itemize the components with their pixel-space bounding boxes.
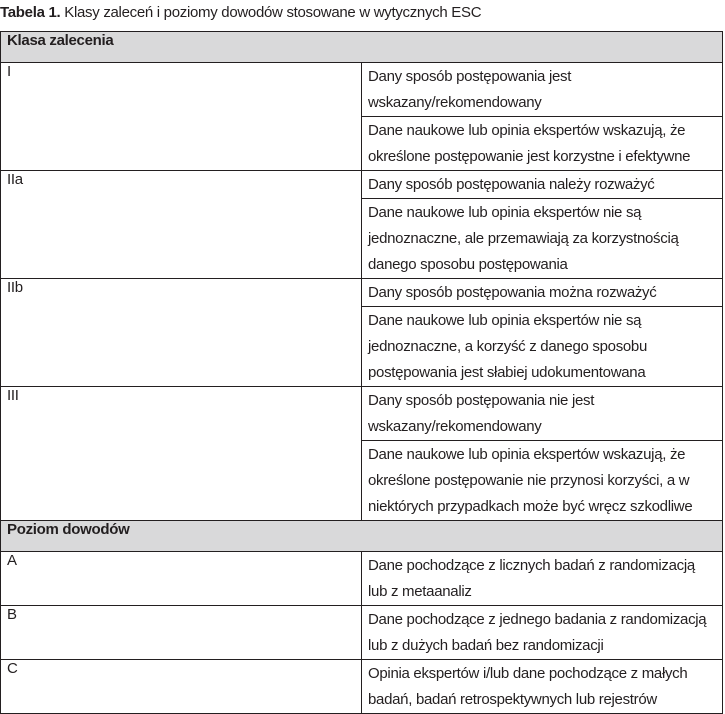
table-caption — [0, 4, 481, 21]
class-recommendation: Dany sposób postępowania jest wskazany/rekomendowany — [362, 63, 723, 117]
classes-section-header: Klasa zalecenia — [1, 32, 723, 63]
class-evidence: Dane naukowe lub opinia ekspertów nie są jednoznaczne, a korzyść z danego sposobu postępowania jest słabiej udokumentowana — [362, 307, 723, 387]
table-row — [1, 552, 723, 606]
level-description: Dane pochodzące z jednego badania z randomizacją lub z dużych badań bez randomizacji — [362, 606, 723, 660]
level-label: A — [1, 552, 362, 606]
class-label: III — [1, 387, 362, 521]
table-caption-text: Klasy zaleceń i poziomy dowodów stosowane w wytycznych ESC — [64, 4, 482, 21]
class-evidence: Dane naukowe lub opinia ekspertów nie są jednoznaczne, ale przemawiają za korzystnością danego sposobu postępowania — [362, 199, 723, 279]
class-recommendation: Dany sposób postępowania należy rozważyć — [362, 171, 723, 199]
table-row — [1, 606, 723, 660]
table-row — [1, 63, 723, 117]
section-header-row — [1, 521, 723, 552]
class-label: IIa — [1, 171, 362, 279]
table-row — [1, 660, 723, 714]
levels-section-header: Poziom dowodów — [1, 521, 723, 552]
table-row — [1, 387, 723, 441]
class-label: I — [1, 63, 362, 171]
level-description: Dane pochodzące z licznych badań z randomizacją lub z metaanaliz — [362, 552, 723, 606]
table-row — [1, 171, 723, 199]
table-caption-label: Tabela 1. — [0, 4, 61, 21]
class-evidence: Dane naukowe lub opinia ekspertów wskazują, że określone postępowanie jest korzystne i efektywne — [362, 117, 723, 171]
class-recommendation: Dany sposób postępowania można rozważyć — [362, 279, 723, 307]
level-label: B — [1, 606, 362, 660]
level-description: Opinia ekspertów i/lub dane pochodzące z małych badań, badań retrospektywnych lub rejestrów — [362, 660, 723, 714]
section-header-row — [1, 32, 723, 63]
class-evidence: Dane naukowe lub opinia ekspertów wskazują, że określone postępowanie nie przynosi korzyści, a w niektórych przypadkach może być wręcz szkodliwe — [362, 441, 723, 521]
recommendation-table — [0, 31, 723, 714]
class-recommendation: Dany sposób postępowania nie jest wskazany/rekomendowany — [362, 387, 723, 441]
table-row — [1, 279, 723, 307]
class-label: IIb — [1, 279, 362, 387]
level-label: C — [1, 660, 362, 714]
